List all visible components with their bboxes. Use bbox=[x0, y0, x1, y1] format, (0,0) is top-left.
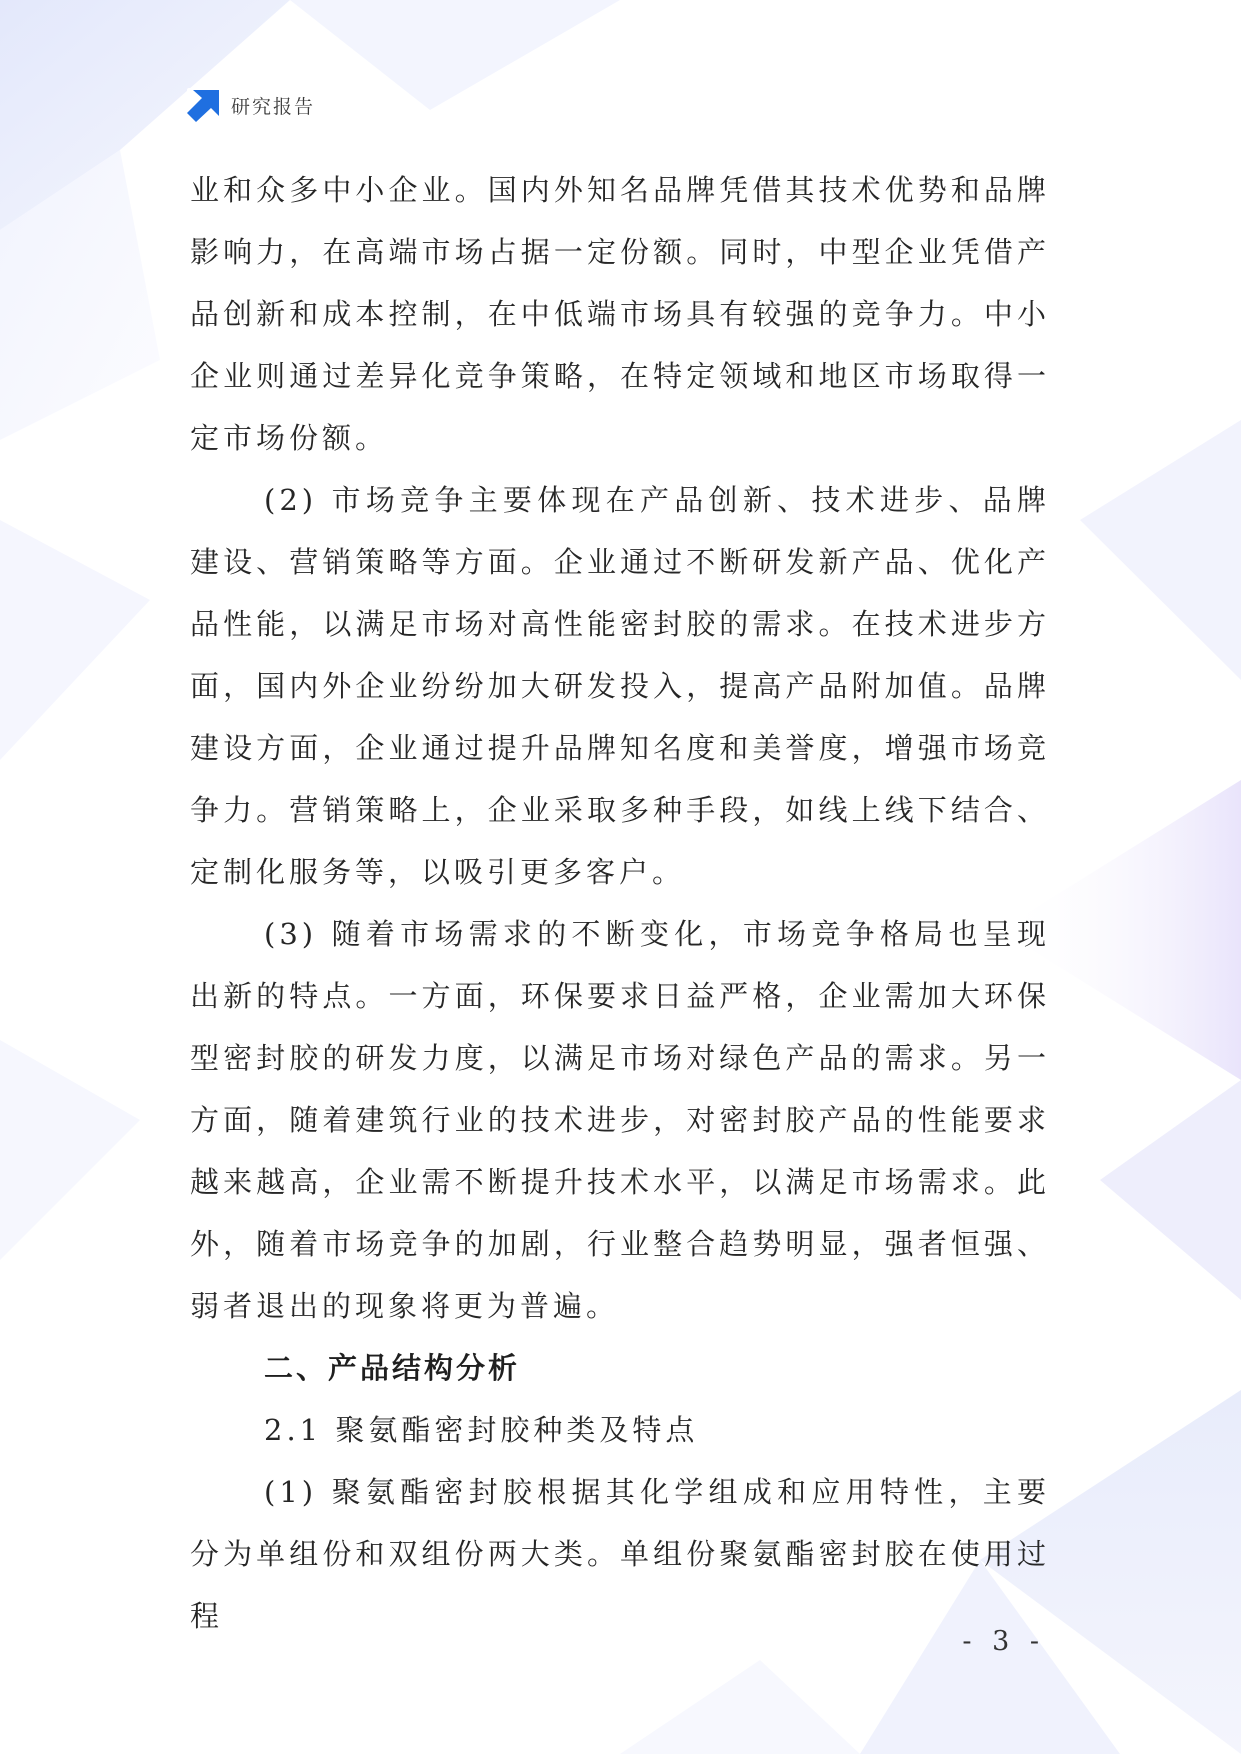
arrow-up-right-icon bbox=[187, 88, 221, 122]
header-label: 研究报告 bbox=[231, 95, 316, 118]
paragraph-3: (3) 随着市场需求的不断变化，市场竞争格局也呈现出新的特点。一方面，环保要求日益严格，企业需加大环保型密封胶的研发力度，以满足市场对绿色产品的需求。另一方面，随着建筑行业的技术进步，对密封胶产品的性能要求越来越高，企业需不断提升技术水平，以满足市场需求。此外，随着市场竞争的加剧，行业整合趋势明显，强者恒强、弱者退出的现象将更为普遍。 bbox=[190, 917, 1050, 1323]
paragraph-4: (1) 聚氨酯密封胶根据其化学组成和应用特性，主要分为单组份和双组份两大类。单组份聚氨酯密封胶在使用过程 bbox=[190, 1475, 1050, 1633]
paragraph-2: (2) 市场竞争主要体现在产品创新、技术进步、品牌建设、营销策略等方面。企业通过不断研发新产品、优化产品性能，以满足市场对高性能密封胶的需求。在技术进步方面，国内外企业纷纷加大研发投入，提高产品附加值。品牌建设方面，企业通过提升品牌知名度和美誉度，增强市场竞争力。营销策略上，企业采取多种手段，如线上线下结合、定制化服务等，以吸引更多客户。 bbox=[190, 483, 1050, 889]
paragraph-1: 业和众多中小企业。国内外知名品牌凭借其技术优势和品牌影响力，在高端市场占据一定份额。同时，中型企业凭借产品创新和成本控制，在中低端市场具有较强的竞争力。中小企业则通过差异化竞争策略，在特定领域和地区市场取得一定市场份额。 bbox=[190, 173, 1050, 455]
report-header bbox=[187, 88, 315, 122]
subsection-heading: 2.1 聚氨酯密封胶种类及特点 bbox=[264, 1413, 699, 1447]
section-heading: 二、产品结构分析 bbox=[264, 1351, 521, 1385]
document-body bbox=[190, 159, 1050, 1647]
page-number: - 3 - bbox=[962, 1626, 1045, 1657]
